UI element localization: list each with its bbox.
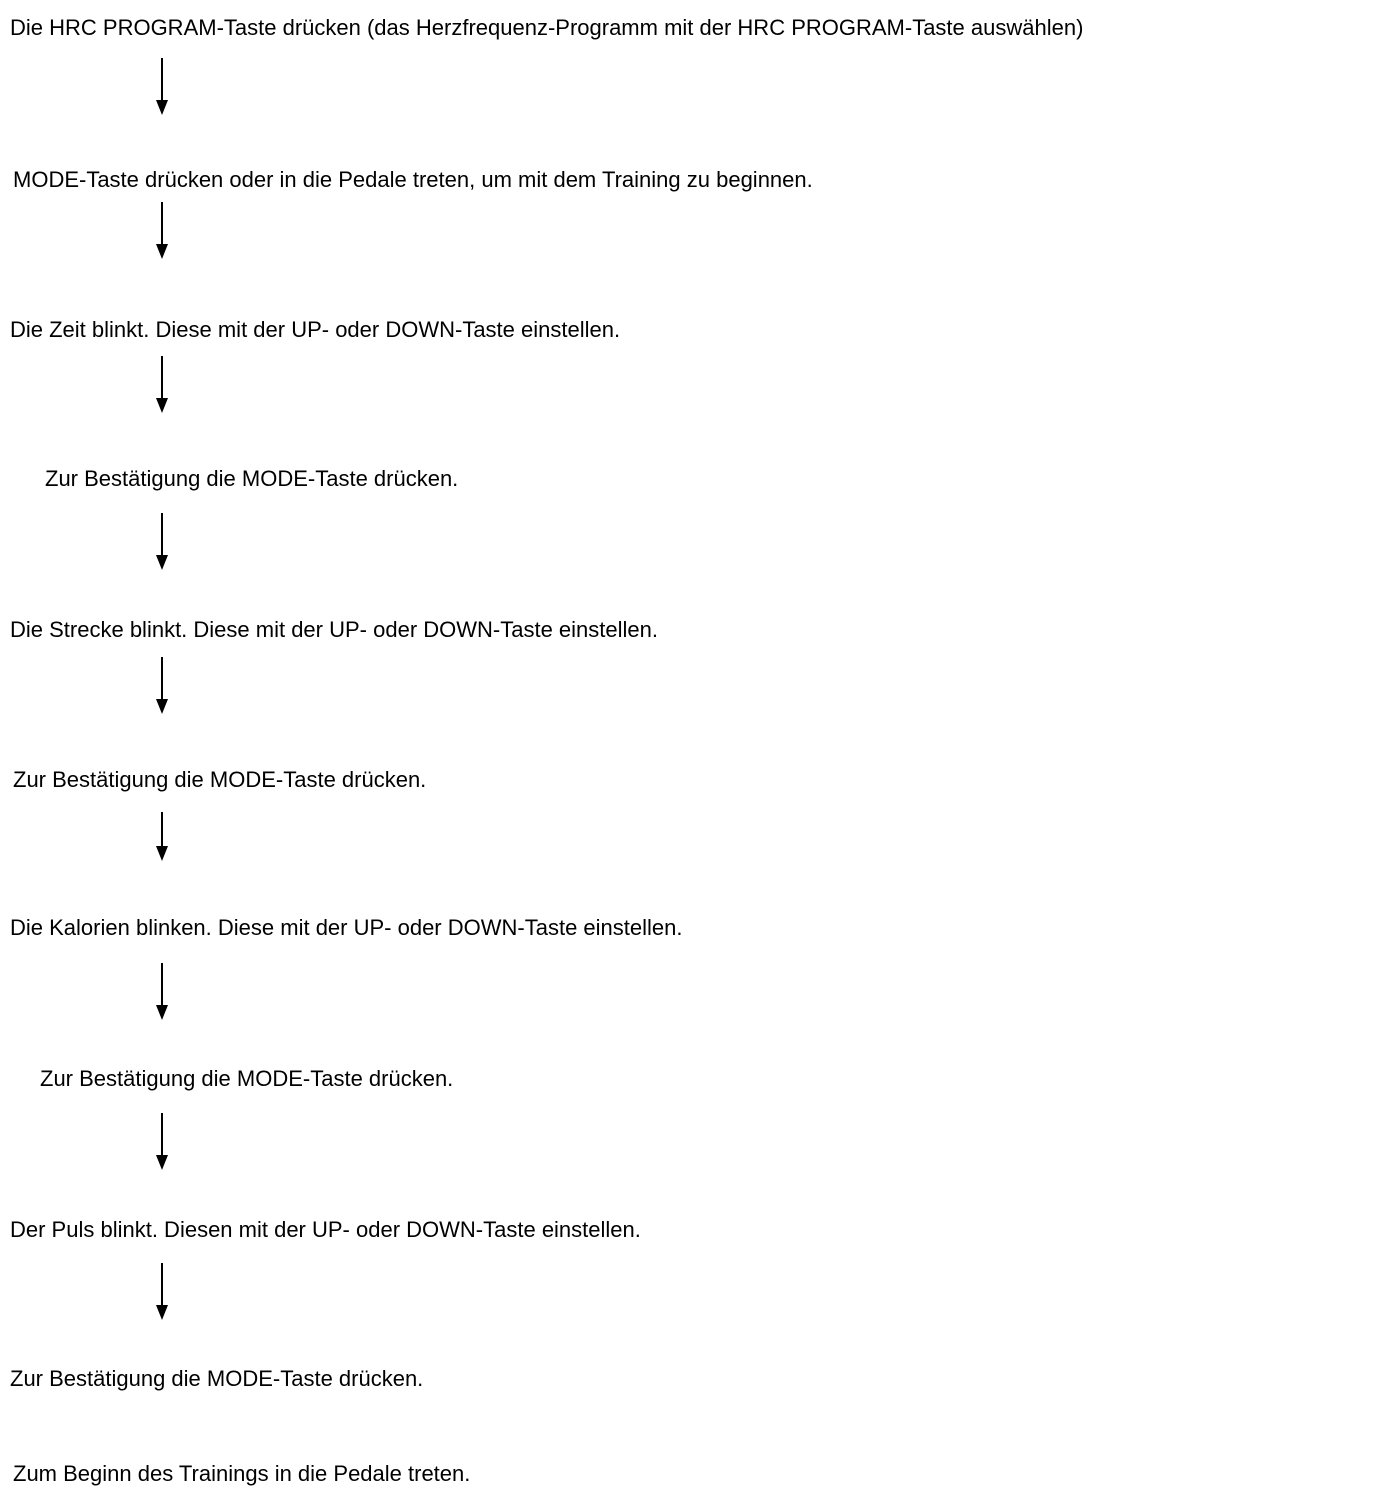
down-arrow-icon xyxy=(152,1113,172,1171)
down-arrow-icon xyxy=(152,202,172,260)
flow-step: Die Zeit blinkt. Diese mit der UP- oder DOWN-Taste einstellen. xyxy=(10,317,621,342)
flow-step: Zum Beginn des Trainings in die Pedale treten. xyxy=(13,1461,471,1486)
flow-step: Zur Bestätigung die MODE-Taste drücken. xyxy=(13,767,427,792)
flow-step: Der Puls blinkt. Diesen mit der UP- oder DOWN-Taste einstellen. xyxy=(10,1217,641,1242)
flow-step: Zur Bestätigung die MODE-Taste drücken. xyxy=(10,1366,424,1391)
flow-step: Zur Bestätigung die MODE-Taste drücken. xyxy=(40,1066,454,1091)
down-arrow-icon xyxy=(152,808,172,866)
down-arrow-icon xyxy=(152,963,172,1021)
flow-step: Zur Bestätigung die MODE-Taste drücken. xyxy=(45,466,459,491)
down-arrow-icon xyxy=(152,58,172,116)
flow-step: Die HRC PROGRAM-Taste drücken (das Herzfrequenz-Programm mit der HRC PROGRAM-Taste auswählen) xyxy=(10,15,1084,40)
down-arrow-icon xyxy=(152,356,172,414)
down-arrow-icon xyxy=(152,1263,172,1321)
flow-step: MODE-Taste drücken oder in die Pedale treten, um mit dem Training zu beginnen. xyxy=(13,167,813,192)
down-arrow-icon xyxy=(152,657,172,715)
flow-step: Die Kalorien blinken. Diese mit der UP- oder DOWN-Taste einstellen. xyxy=(10,915,683,940)
flow-step: Die Strecke blinkt. Diese mit der UP- oder DOWN-Taste einstellen. xyxy=(10,617,658,642)
down-arrow-icon xyxy=(152,513,172,571)
